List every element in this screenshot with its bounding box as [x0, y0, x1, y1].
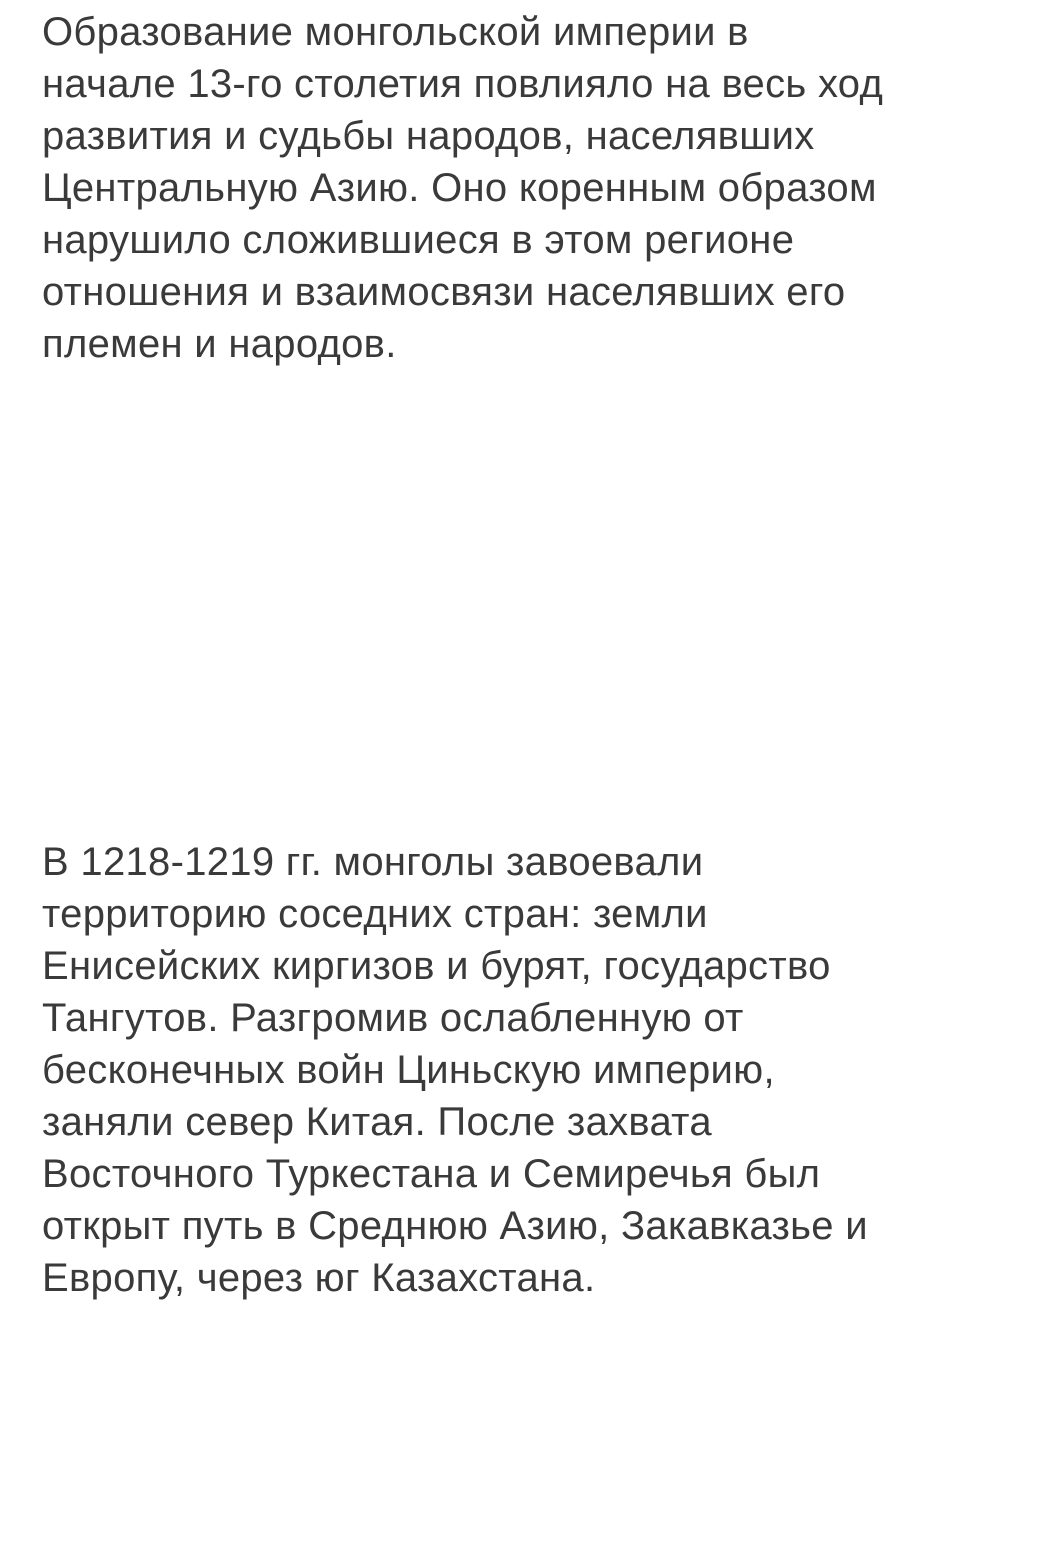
- text-line: Европу, через юг Казахстана.: [42, 1256, 596, 1300]
- text-line: Тангутов. Разгромив ослабленную от: [42, 996, 744, 1040]
- text-line: развития и судьбы народов, населявших: [42, 114, 815, 158]
- text-line: Восточного Туркестана и Семиречья был: [42, 1152, 821, 1196]
- text-line: бесконечных войн Циньскую империю,: [42, 1048, 775, 1092]
- text-line: племен и народов.: [42, 322, 397, 366]
- paragraph-mongol-conquests: [42, 836, 1032, 1304]
- text-line: Центральную Азию. Оно коренным образом: [42, 166, 877, 210]
- text-line: В 1218-1219 гг. монголы завоевали: [42, 840, 704, 884]
- text-line: Енисейских киргизов и бурят, государство: [42, 944, 831, 988]
- text-line: заняли север Китая. После захвата: [42, 1100, 712, 1144]
- text-line: начале 13-го столетия повлияло на весь ход: [42, 62, 884, 106]
- text-line: Образование монгольской империи в: [42, 10, 749, 54]
- text-line: территорию соседних стран: земли: [42, 892, 708, 936]
- text-line: отношения и взаимосвязи населявших его: [42, 270, 846, 314]
- paragraph-mongol-empire-formation: [42, 6, 1032, 370]
- text-line: открыт путь в Среднюю Азию, Закавказье и: [42, 1204, 868, 1248]
- text-line: нарушило сложившиеся в этом регионе: [42, 218, 795, 262]
